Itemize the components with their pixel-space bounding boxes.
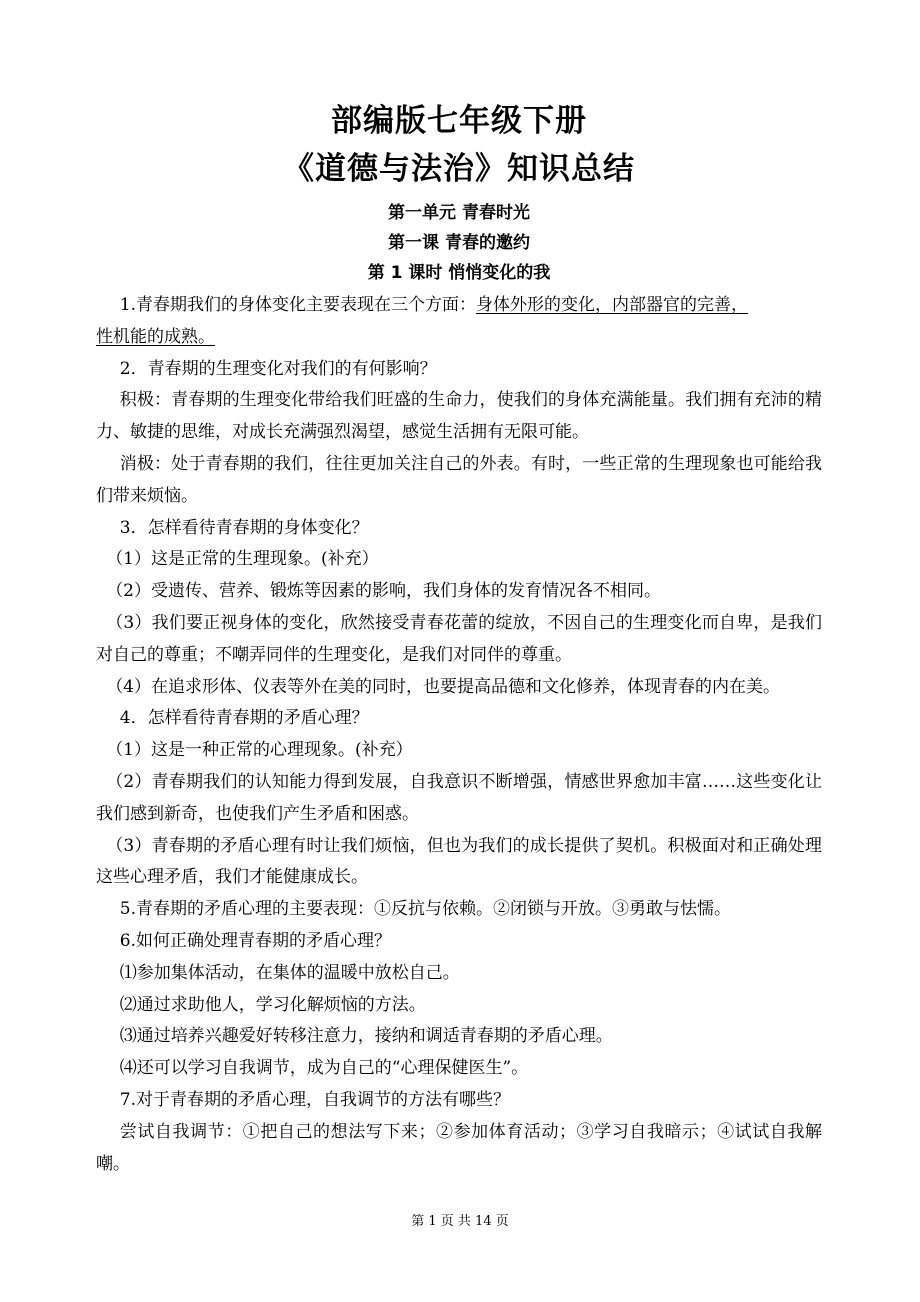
paragraph-3: 积极：青春期的生理变化带给我们旺盛的生命力，使我们的身体充满能量。我们拥有充沛的精力、敏捷的思维，对成长充满强烈渴望，感觉生活拥有无限可能。 — [96, 390, 822, 443]
paragraph-11: （1）这是一种正常的心理现象。(补充） — [106, 740, 413, 761]
document-body — [96, 290, 822, 1180]
paragraph-16: ⑴参加集体活动，在集体的温暖中放松自己。 — [119, 962, 460, 983]
paragraph-13: （3）青春期的矛盾心理有时让我们烦恼，但也为我们的成长提供了契机。积极面对和正确处理这些心理矛盾，我们才能健康成长。 — [96, 835, 822, 888]
unit-heading: 第一单元 青春时光 — [388, 203, 530, 223]
lesson-heading: 第一课 青春的邀约 — [388, 233, 530, 253]
paragraph-1-answer-b: 性机能的成熟。 — [96, 326, 215, 347]
paragraph-2: 2．青春期的生理变化对我们的有何影响？ — [119, 358, 437, 379]
paragraph-1 — [96, 290, 822, 354]
document-title-line2: 《道德与法治》知识总结 — [283, 151, 635, 187]
paragraph-21: 尝试自我调节：①把自己的想法写下来；②参加体育活动；③学习自我暗示；④试试自我解嘲。 — [96, 1121, 822, 1174]
paragraph-18: ⑶通过培养兴趣爱好转移注意力，接纳和调适青春期的矛盾心理。 — [119, 1026, 613, 1047]
paragraph-7: （2）受遗传、营养、锻炼等因素的影响，我们身体的发育情况各不相同。 — [106, 581, 662, 602]
paragraph-15: 6.如何正确处理青春期的矛盾心理？ — [119, 930, 392, 951]
paragraph-6: （1）这是正常的生理现象。(补充） — [106, 549, 379, 570]
paragraph-5: 3．怎样看待青春期的身体变化？ — [119, 517, 369, 538]
paragraph-9: （4）在追求形体、仪表等外在美的同时，也要提高品德和文化修养，体现青春的内在美。 — [106, 676, 781, 697]
paragraph-19: ⑷还可以学习自我调节，成为自己的“心理保健医生”。 — [119, 1058, 529, 1079]
page-footer: 第 1 页 共 14 页 — [411, 1214, 509, 1229]
paragraph-1-lead: 1.青春期我们的身体变化主要表现在三个方面： — [119, 295, 477, 315]
paragraph-4: 消极：处于青春期的我们，往往更加关注自己的外表。有时，一些正常的生理现象也可能给我们带来烦恼。 — [96, 453, 822, 506]
paragraph-1-answer-a: 身体外形的变化，内部器官的完善， — [476, 295, 749, 315]
paragraph-17: ⑵通过求助他人，学习化解烦恼的方法。 — [119, 994, 426, 1015]
paragraph-14: 5.青春期的矛盾心理的主要表现：①反抗与依赖。②闭锁与开放。③勇敢与怯懦。 — [119, 899, 732, 920]
paragraph-12: （2）青春期我们的认知能力得到发展，自我意识不断增强，情感世界愈加丰富……这些变化让我们感到新奇，也使我们产生矛盾和困惑。 — [96, 771, 822, 824]
paragraph-10: 4．怎样看待青春期的矛盾心理？ — [119, 708, 369, 729]
document-title-line1: 部编版七年级下册 — [331, 103, 587, 139]
paragraph-20: 7.对于青春期的矛盾心理，自我调节的方法有哪些？ — [119, 1089, 511, 1110]
period-heading: 第 1 课时 悄悄变化的我 — [367, 263, 551, 283]
paragraph-8: （3）我们要正视身体的变化，欣然接受青春花蕾的绽放，不因自己的生理变化而自卑，是我们对自己的尊重；不嘲弄同伴的生理变化，是我们对同伴的尊重。 — [96, 612, 822, 665]
